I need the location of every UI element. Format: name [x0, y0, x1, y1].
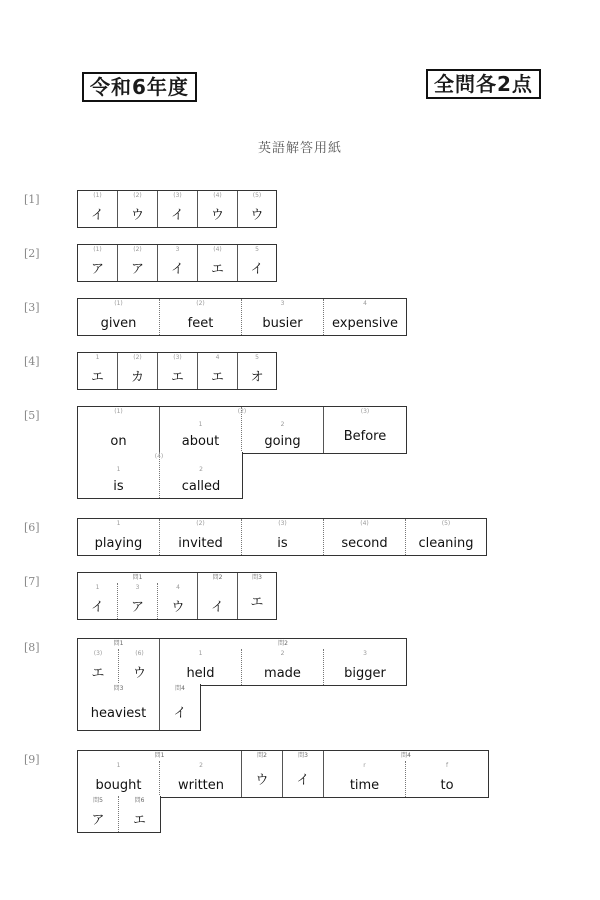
answer-text: エ [91, 666, 105, 681]
answer-cell[interactable] [158, 353, 198, 389]
item-number: (2) [237, 408, 247, 415]
item-number: (5) [441, 520, 451, 527]
answer-text: イ [210, 600, 224, 615]
answer-text: エ [90, 370, 104, 385]
answer-text: cleaning [418, 536, 474, 551]
answer-cell[interactable] [242, 751, 283, 797]
answer-text: イ [296, 773, 310, 788]
question-7-row [77, 572, 277, 620]
answer-text: made [264, 666, 301, 681]
answer-cell[interactable] [158, 245, 198, 281]
answer-cell[interactable] [158, 191, 198, 227]
answer-cell[interactable] [324, 519, 406, 555]
answer-cell[interactable] [242, 519, 324, 555]
item-number: 5 [255, 246, 259, 253]
item-number: 3 [363, 650, 367, 657]
answer-text: エ [170, 370, 184, 385]
answer-cell[interactable] [78, 299, 160, 335]
question-4-label: [4] [24, 355, 40, 368]
answer-cell[interactable] [78, 452, 160, 498]
answer-text: ウ [255, 773, 269, 788]
answer-cell[interactable] [78, 796, 119, 832]
answer-text: ア [130, 600, 144, 615]
question-6-row [77, 518, 487, 556]
answer-cell[interactable] [78, 353, 118, 389]
answer-cell[interactable] [242, 649, 324, 685]
item-number: (1) [93, 246, 102, 253]
answer-text: エ [210, 370, 224, 385]
question-2-label: [2] [24, 247, 40, 260]
answer-cell[interactable] [78, 583, 118, 619]
answer-cell[interactable] [238, 245, 276, 281]
answer-cell[interactable] [238, 573, 276, 619]
answer-cell[interactable] [78, 191, 118, 227]
answer-text: エ [132, 813, 146, 828]
answer-text: playing [94, 536, 143, 551]
item-number: 2 [280, 421, 285, 428]
question-1-row [77, 190, 277, 228]
answer-cell[interactable] [160, 407, 247, 453]
question-7-label: [7] [24, 575, 40, 588]
answer-text: イ [170, 208, 184, 223]
item-number: (6) [135, 650, 144, 657]
answer-text: エ [250, 595, 264, 610]
answer-cell[interactable] [406, 761, 488, 797]
item-number: 4 [363, 300, 367, 307]
answer-text: on [110, 434, 127, 449]
item-number: 1 [95, 584, 100, 591]
group-header: 問3 [113, 685, 124, 692]
group-header: 問4 [401, 752, 411, 759]
question-3-row [77, 298, 407, 336]
item-number: (4) [213, 192, 222, 199]
item-number: f [445, 762, 449, 769]
answer-cell[interactable] [324, 761, 406, 797]
answer-text: is [277, 536, 288, 551]
answer-cell[interactable] [198, 191, 238, 227]
answer-cell[interactable] [158, 583, 198, 619]
item-number: (3) [360, 408, 370, 415]
question-5-label: [5] [24, 409, 40, 422]
item-number: (4) [360, 520, 369, 527]
answer-cell[interactable] [324, 299, 406, 335]
item-number: 1 [116, 466, 121, 473]
item-number: (1) [114, 408, 123, 415]
answer-group [160, 639, 406, 685]
item-number: (2) [196, 300, 205, 307]
group-header: 問1 [113, 640, 124, 647]
answer-text: イ [173, 706, 187, 721]
item-number: (3) [278, 520, 287, 527]
item-number: 4 [176, 584, 180, 591]
group-header: 問2 [278, 640, 288, 647]
answer-group [78, 639, 160, 685]
answer-cell[interactable] [406, 519, 486, 555]
item-number: 3 [135, 584, 140, 591]
question-4-row [77, 352, 277, 390]
item-number: 2 [199, 466, 203, 473]
answer-cell[interactable] [78, 684, 160, 730]
item-number: 1 [198, 421, 203, 428]
answer-text: held [186, 666, 215, 681]
answer-cell[interactable] [160, 649, 242, 685]
answer-text: written [177, 778, 225, 793]
item-number: 4 [215, 354, 220, 361]
question-9-label: [9] [24, 753, 40, 766]
group-header: 問1 [154, 752, 165, 759]
question-8-row-top [77, 638, 407, 686]
answer-text: about [181, 434, 220, 449]
item-number: 5 [255, 354, 259, 361]
answer-text: ウ [132, 666, 146, 681]
answer-cell[interactable] [118, 583, 158, 619]
question-5-row-top [77, 406, 407, 454]
answer-cell[interactable] [198, 245, 238, 281]
answer-cell[interactable] [198, 353, 238, 389]
answer-text: カ [130, 370, 144, 385]
item-number: 3 [280, 300, 285, 307]
item-number: (3) [93, 650, 103, 657]
item-number: (3) [173, 354, 182, 361]
answer-text: invited [178, 536, 223, 551]
question-8-row-bottom [77, 684, 201, 731]
points-badge: 全問各2点 [426, 69, 541, 99]
answer-cell[interactable] [242, 299, 324, 335]
answer-text: bought [95, 778, 142, 793]
answer-group [78, 573, 198, 619]
answer-cell[interactable] [154, 452, 242, 498]
answer-text: feet [187, 316, 214, 331]
answer-cell[interactable] [324, 407, 406, 453]
answer-cell[interactable] [238, 191, 276, 227]
answer-cell[interactable] [119, 649, 160, 685]
answer-text: second [341, 536, 388, 551]
answer-cell[interactable] [160, 761, 242, 797]
answer-text: ウ [130, 208, 144, 223]
item-number: 2 [280, 650, 285, 657]
sheet-title: 英語解答用紙 [257, 141, 342, 156]
item-number: (5) [252, 192, 262, 199]
answer-text: イ [250, 262, 264, 277]
item-number: (2) [133, 354, 142, 361]
answer-text: ア [130, 262, 144, 277]
item-number: (2) [196, 520, 205, 527]
answer-text: busier [262, 316, 303, 331]
answer-text: エ [210, 262, 224, 277]
answer-cell[interactable] [78, 407, 160, 453]
answer-text: called [181, 479, 221, 494]
question-8-label: [8] [24, 641, 40, 654]
answer-text: is [113, 479, 124, 494]
answer-cell[interactable] [283, 751, 324, 797]
answer-cell[interactable] [118, 245, 158, 281]
answer-text: イ [170, 262, 184, 277]
answer-cell[interactable] [160, 299, 242, 335]
answer-text: Before [343, 429, 387, 444]
answer-cell[interactable] [78, 761, 160, 797]
answer-cell[interactable] [78, 649, 119, 685]
answer-text: イ [90, 600, 104, 615]
answer-cell[interactable] [198, 573, 238, 619]
question-9-row-bottom [77, 796, 161, 833]
answer-text: bigger [344, 666, 386, 681]
group-header: 問5 [93, 797, 103, 804]
answer-text: given [100, 316, 137, 331]
item-number: r [363, 762, 366, 769]
answer-cell[interactable] [238, 353, 276, 389]
item-number: 3 [175, 246, 180, 253]
question-3-label: [3] [24, 301, 40, 314]
answer-group [324, 751, 488, 797]
answer-text: ウ [171, 600, 185, 615]
group-header: 問6 [134, 797, 145, 804]
answer-text: ア [90, 262, 104, 277]
group-header: 問2 [257, 752, 267, 759]
answer-cell[interactable] [160, 684, 200, 730]
answer-text: time [349, 778, 380, 793]
answer-text: going [264, 434, 301, 449]
item-number: (1) [93, 192, 102, 199]
answer-cell[interactable] [78, 519, 160, 555]
group-header: 問3 [252, 574, 262, 581]
item-number: (2) [133, 192, 142, 199]
item-number: (2) [133, 246, 142, 253]
question-5-row-bottom [77, 452, 243, 499]
item-number: 1 [95, 354, 100, 361]
answer-text: ウ [250, 208, 264, 223]
answer-cell[interactable] [78, 245, 118, 281]
item-number: 2 [199, 762, 203, 769]
answer-text: ウ [210, 208, 224, 223]
answer-cell[interactable] [119, 796, 160, 832]
answer-text: イ [90, 208, 104, 223]
group-header: 問1 [132, 574, 143, 581]
year-badge: 令和6年度 [82, 72, 197, 102]
item-number: 1 [116, 520, 121, 527]
item-number: (4) [154, 453, 164, 460]
group-header: 問3 [298, 752, 308, 759]
answer-text: to [440, 778, 454, 793]
item-number: 1 [198, 650, 203, 657]
answer-text: heaviest [90, 706, 147, 721]
answer-group [78, 751, 242, 797]
answer-cell[interactable] [118, 191, 158, 227]
answer-cell[interactable] [324, 649, 406, 685]
question-6-label: [6] [24, 521, 40, 534]
group-header: 問4 [175, 685, 185, 692]
question-9-row-top [77, 750, 489, 798]
answer-text: expensive [331, 316, 399, 331]
answer-cell[interactable] [118, 353, 158, 389]
question-2-row [77, 244, 277, 282]
item-number: (4) [213, 246, 222, 253]
question-1-label: [1] [24, 193, 40, 206]
group-header: 問2 [212, 574, 223, 581]
answer-cell[interactable] [160, 519, 242, 555]
answer-text: ア [91, 813, 105, 828]
item-number: (1) [114, 300, 123, 307]
answer-cell[interactable] [242, 407, 324, 453]
answer-text: オ [250, 370, 264, 385]
item-number: (3) [173, 192, 182, 199]
item-number: 1 [116, 762, 121, 769]
